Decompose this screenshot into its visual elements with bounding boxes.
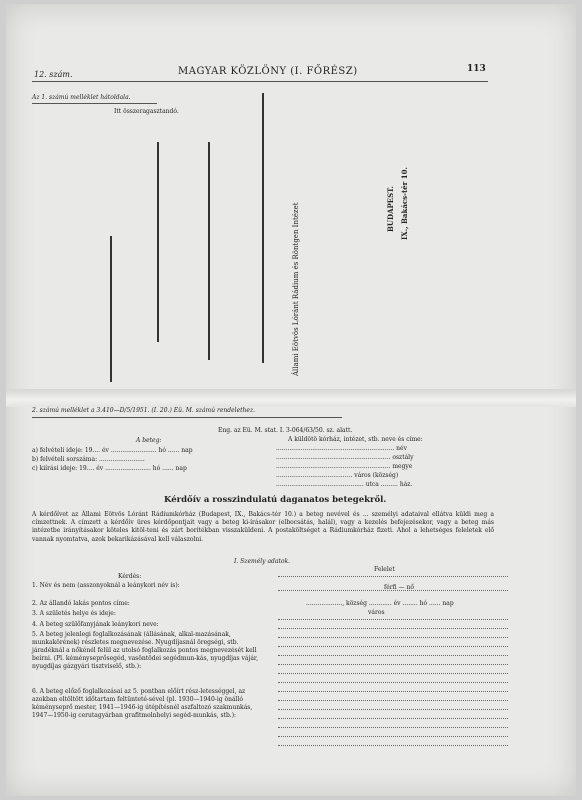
- page-number: 113: [467, 64, 486, 74]
- question-2: 2. Az állandó lakás pontos címe:: [32, 600, 130, 607]
- question-1: 1. Név és nem (asszonyoknál a leánykori név is):: [32, 582, 180, 589]
- annex-underline: [32, 417, 342, 418]
- institute-name-vertical: Állami Eötvös Lóránt Rádium és Röntgen Intézet: [292, 202, 300, 376]
- answer-dotted-line: [278, 590, 508, 591]
- answer-dotted-line: [278, 664, 508, 665]
- journal-title: MAGYAR KÖZLÖNY (I. FŐRÉSZ): [178, 66, 358, 77]
- fold-line: [157, 142, 159, 342]
- answers-heading: Felelet: [374, 566, 395, 573]
- sender-row: ........................................ város (község): [276, 472, 399, 479]
- answer-city: város: [368, 609, 385, 616]
- address-street-vertical: IX., Bakács-tér 10.: [400, 167, 409, 240]
- sender-row: ............................................................ osztály: [276, 454, 414, 461]
- questions-heading: Kérdés:: [118, 573, 142, 580]
- form-title: Kérdőív a rosszindulatú daganatos betegekről.: [164, 495, 387, 505]
- patient-row: a) felvételi ideje: 19.... év ........................ hó ...... nap: [32, 447, 193, 454]
- glue-here-note: Itt összeragasztandó.: [114, 108, 179, 115]
- sender-row: .............................................. utca ......... ház.: [276, 481, 413, 488]
- answer-dotted-line: [278, 745, 508, 746]
- patient-row: b) felvételi sorszáma: ........................: [32, 456, 145, 463]
- answer-dotted-line: [278, 637, 508, 638]
- answer-dotted-line: [278, 628, 508, 629]
- answer-dotted-line: [278, 682, 508, 683]
- answer-dotted-line: [278, 727, 508, 728]
- fold-line: [262, 93, 264, 363]
- document-page: [6, 4, 576, 796]
- answer-dotted-line: [278, 718, 508, 719]
- answer-dotted-line: [278, 646, 508, 647]
- page-fold: [6, 389, 576, 407]
- patient-heading: A beteg:: [136, 437, 162, 444]
- question-6: 6. A beteg előző foglalkozásai az 5. pontban előírt rész-letességgel, az azokban eltöltött időtartam feltünteté-sével (pl. 1930—1940-ig önálló kéményseprő mester, 1941—1946-ig útépítésnél aszfaltozó szakmunkás, 1947—1950-ig cerutagyárban grafitmolnhelyi segéd-munkás, stb.):: [32, 688, 253, 719]
- fold-line: [208, 142, 210, 360]
- patient-row: c) kiírási ideje: 19.... év ........................ hó ...... nap: [32, 465, 187, 472]
- answer-dotted-line: [278, 655, 508, 656]
- answer-dotted-line: [278, 700, 508, 701]
- answer-dotted-line: [278, 673, 508, 674]
- approval-note: Eng. az Eü. M. stat. I. 3-064/63/50. sz. alatt.: [218, 427, 353, 434]
- question-4: 4. A beteg szülőfanyjának leánykori neve:: [32, 621, 159, 628]
- answer-dotted-line: [278, 736, 508, 737]
- sender-heading: A küldötö kórház, intézet, stb. neve és címe:: [288, 436, 423, 443]
- answer-dotted-line: [278, 619, 508, 620]
- answer-sex: férfi — nő: [384, 584, 414, 591]
- annex-back-label: Az 1. számú melléklet hátoldala.: [32, 94, 131, 101]
- fold-line: [110, 236, 112, 382]
- answer-birth: ..................., község ............ év ........ hó ...... nap: [306, 600, 454, 607]
- issue-number: 12. szám.: [34, 70, 73, 79]
- sender-row: .............................................................. név: [276, 445, 407, 452]
- annex-2-label: 2. számú melléklet a 3.410—D/5/1951. (I. 20.) Eü. M. számú rendelethez.: [32, 407, 256, 414]
- answer-dotted-line: [278, 576, 508, 577]
- address-city-vertical: BUDAPEST.: [386, 186, 395, 232]
- sender-row: ............................................................ megye: [276, 463, 413, 470]
- intro-paragraph: A kérdőívet az Állami Eötvös Lóránt Rádiumkórház (Budapest, IX., Bakács-tér 10.) a beteg nevével és ... személyi adataival ellátva küldi meg a címzettnek. A címzett a kérdőív üres kérdőpontjait vagy a beteg ki-írásakor (elbocsátás, halál), vagy a kezelés befejezésekor, vagy a beteg más intézetbe irányításakor köteles kitöl-teni és zárt borítékban visszaküldeni. A postaköltséget a Rádiumkórház fizeti. Ahol a lehetséges feleletek elő vannak nyomtatva, azok bekarikázásával kell válaszolni.: [32, 511, 494, 543]
- label-underline: [32, 103, 157, 104]
- answer-dotted-line: [278, 691, 508, 692]
- section-title: I. Személy adatok.: [234, 558, 291, 565]
- header-rule: [32, 81, 488, 82]
- question-3: 3. A születés helye és ideje:: [32, 610, 116, 617]
- question-5: 5. A beteg jelenlegi foglalkozásának (állásának, alkal-mazásának, munkakörének) részletes megnevezése. Nyugdíjasnál öregségi, stb. járadéknál a nőkénél felül az utolsó foglalkozás pontos megnevezését kell beírni. (Pl. kéményseprősegéd, vasöntödei segédmun-kás, nyugdíjas vájár, nyugdíjas gázgyári tisztviselő, stb.):: [32, 631, 259, 670]
- answer-dotted-line: [278, 709, 508, 710]
